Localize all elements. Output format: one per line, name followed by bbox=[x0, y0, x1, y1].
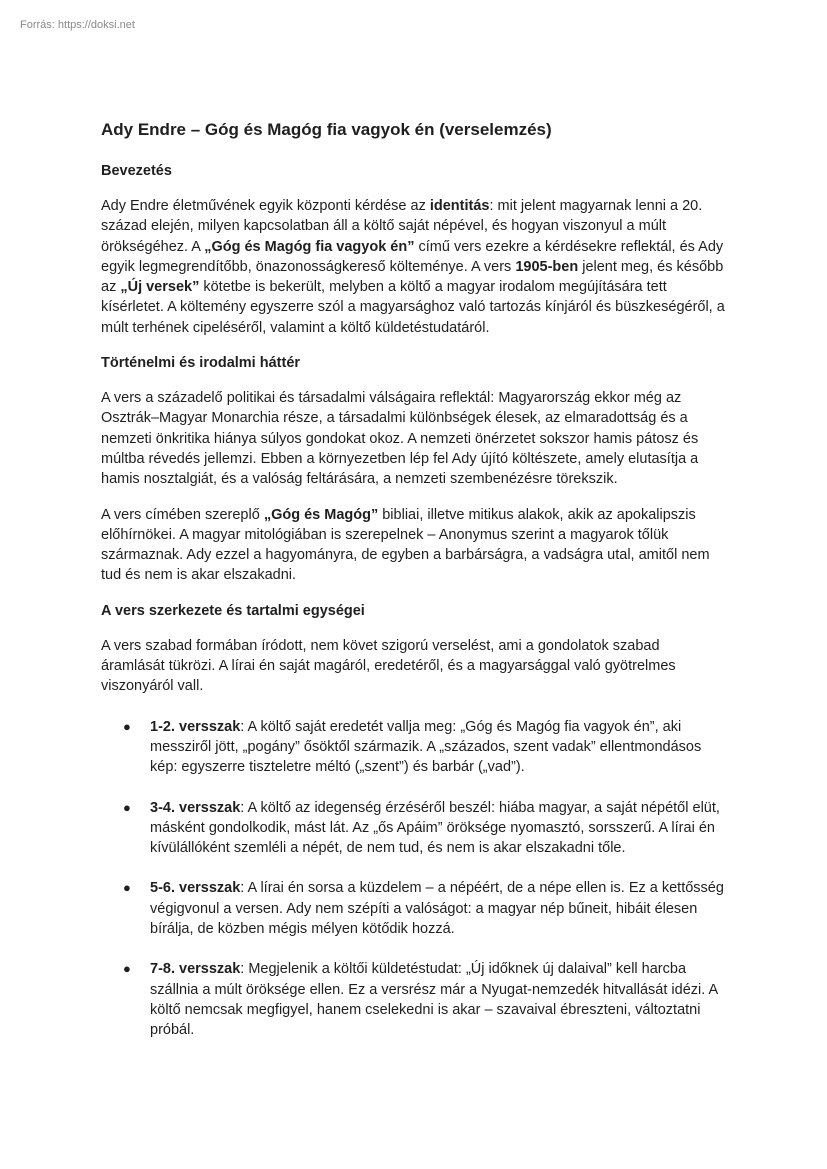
bullet-icon: ● bbox=[123, 799, 131, 815]
source-note: Forrás: https://doksi.net bbox=[20, 19, 135, 31]
list-item: ● 7-8. versszak: Megjelenik a költői küldetéstudat: „Új időknek új dalaival” kell harcba szállnia a múlt öröksége ellen. Ez a versrész már a Nyugat-nemzedék hitvallását idézi. A költő nemcsak megfigyel, hanem cselekedni is akar – szavaival ébreszteni, változtatni próbál. bbox=[123, 961, 718, 1039]
emphasis-gog-magog: „Góg és Magóg” bbox=[263, 506, 379, 523]
history-paragraph-2: A vers címében szereplő „Góg és Magóg” bibliai, illetve mitikus alakok, akik az apokalipszis előhírnökei. A magyar mitológiában is szerepelnek – Anonymus szerint a magyarok tőlük származnak. Ady ezzel a hagyományra, de egyben a barbárságra, a vadságra utal, amitől nem tud és nem is akar elszakadni. bbox=[101, 506, 710, 584]
emphasis-year: 1905-ben bbox=[515, 258, 579, 275]
stanza-label: 1-2. versszak bbox=[150, 718, 241, 735]
section-heading-history: Történelmi és irodalmi háttér bbox=[101, 355, 301, 372]
section-heading-structure: A vers szerkezete és tartalmi egységei bbox=[101, 602, 365, 619]
section-heading-intro: Bevezetés bbox=[101, 163, 172, 179]
stanza-label: 7-8. versszak bbox=[150, 961, 241, 978]
list-item: ● 5-6. versszak: A lírai én sorsa a küzdelem – a népéért, de a népe ellen is. Ez a kettősség végigvonul a versen. Ady nem szépíti a valóságot: a magyar nép bűneit, hibáit élesen bírálja, de közben mégis mélyen kötődik hozzá. bbox=[123, 880, 724, 938]
emphasis-poem-title: „Góg és Magóg fia vagyok én” bbox=[204, 238, 415, 255]
history-paragraph-1: A vers a századelő politikai és társadalmi válságaira reflektál: Magyarország ekkor még az Osztrák–Magyar Monarchia része, a társadalmi különbségek élesek, az elmaradottság és a nemzeti önkritika hiánya súlyos gondokat okoz. A nemzeti önérzetet sokszor hamis pátosz és múltba révedés jellemzi. Ebben a környezetben lép fel Ady újító költészete, amely elutasítja a hamis nosztalgiát, és a valóság feltárására, a nemzeti szembenézésre törekszik. bbox=[101, 390, 699, 488]
bullet-icon: ● bbox=[123, 718, 131, 734]
emphasis-identity: identitás bbox=[429, 198, 490, 214]
bullet-icon: ● bbox=[123, 880, 131, 896]
document-title: Ady Endre – Góg és Magóg fia vagyok én (verselemzés) bbox=[101, 120, 552, 139]
stanza-label: 5-6. versszak bbox=[150, 880, 241, 897]
intro-paragraph: Ady Endre életművének egyik központi kérdése az identitás: mit jelent magyarnak lenni a 20. század elején, milyen kapcsolatban áll a költő saját népével, és hogyan viszonyul a múlt örökségéhez. A „Góg és Magóg fia vagyok én” című vers ezekre a kérdésekre reflektál, és Ady egyik legmegrendítőbb, önazonosságkereső költeménye. A vers 1905-ben jelent meg, és később az „Új versek” kötetbe is bekerült, melyben a költő a magyar irodalom megújítására tett kísérletet. A költemény egyszerre szól a magyarsághoz való tartozás kínjáról és büszkeségéről, a múlt terhének cipeléséről, valamint a költő küldetéstudatáról. bbox=[101, 198, 725, 336]
stanza-label: 3-4. versszak bbox=[150, 799, 241, 816]
emphasis-volume: „Új versek” bbox=[120, 279, 200, 296]
list-item: ● 1-2. versszak: A költő saját eredetét vallja meg: „Góg és Magóg fia vagyok én”, aki messziről jött, „pogány” ősöktől származik. A „százados, szent vadak” ellentmondásos kép: egyszerre tiszteletre méltó („szent”) és barbár („vad”). bbox=[123, 718, 702, 776]
bullet-icon: ● bbox=[123, 961, 131, 977]
document-body bbox=[101, 118, 727, 1061]
structure-paragraph: A vers szabad formában íródott, nem követ szigorú verselést, ami a gondolatok szabad áramlását tükrözi. A lírai én saját magáról, eredetéről, és a magyarsággal való gyötrelmes viszonyáról vall. bbox=[101, 637, 676, 695]
stanza-list bbox=[101, 717, 727, 1041]
list-item: ● 3-4. versszak: A költő az idegenség érzéséről beszél: hiába magyar, a saját népétől elüt, másként gondolkodik, mást lát. Az „ős Apáim” öröksége nyomasztó, sorsszerű. A lírai én kívülállóként szemléli a népét, de nem tud, és nem is akar elszakadni tőle. bbox=[123, 799, 720, 857]
